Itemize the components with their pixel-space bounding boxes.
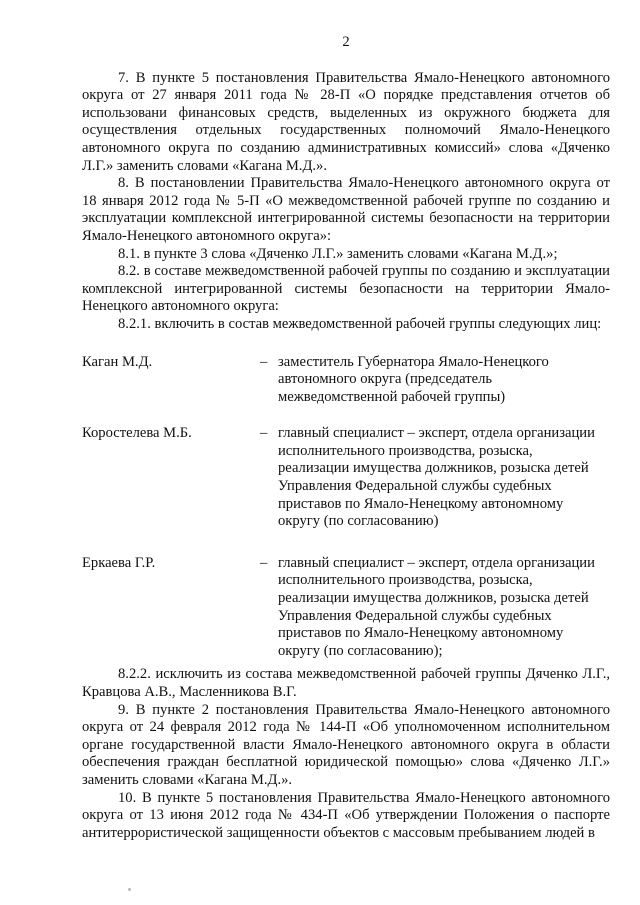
- person-entry: [82, 425, 610, 531]
- person-entry: [82, 555, 610, 661]
- paragraph-8: 8. В постановлении Правительства Ямало-Ненецкого автономного округа от 18 января 2012 года № 5-П «О межведомственной рабочей группе по созданию и эксплуатации комплексной интегрированной системы безопасности на территории Ямало-Ненецкого автономного округа»:: [82, 175, 610, 244]
- paragraph-9: 9. В пункте 2 постановления Правительства Ямало-Ненецкого автономного округа от 24 февраля 2012 года № 144-П «Об уполномоченном исполнительном органе государственной власти Ямало-Ненецкого автономного округа в области обеспечения граждан бесплатной юридической помощью» слова «Дяченко Л.Г.» заменить словами «Кагана М.Д.».: [82, 701, 610, 788]
- scan-dot: [128, 888, 131, 891]
- person-name: Еркаева Г.Р.: [82, 554, 156, 571]
- paragraph-8-2-2: 8.2.2. исключить из состава межведомственной рабочей группы Дяченко Л.Г., Кравцова А.В., Масленникова В.Г.: [82, 666, 610, 700]
- dash: –: [260, 353, 268, 370]
- paragraph-8-2-1: 8.2.1. включить в состав межведомственной рабочей группы следующих лиц:: [118, 315, 602, 332]
- dash: –: [260, 554, 268, 571]
- person-position: главный специалист – эксперт, отдела организации исполнительного производства, розыска, реализации имущества должников, розыска детей Управления Федеральной службы судебных приставов по Ямало-Ненецкому автономному округу (по согласованию): [278, 425, 595, 530]
- paragraph-8-2: 8.2. в составе межведомственной рабочей группы по созданию и эксплуатации комплексной интегрированной системы безопасности на территории Ямало-Ненецкого автономного округа:: [82, 263, 610, 315]
- dash: –: [260, 425, 268, 442]
- paragraph-8-1: 8.1. в пункте 3 слова «Дяченко Л.Г.» заменить словами «Кагана М.Д.»;: [118, 245, 558, 262]
- paragraph-10: 10. В пункте 5 постановления Правительства Ямало-Ненецкого автономного округа от 13 июня 2012 года № 434-П «Об утверждении Положения о паспорте антитеррористической защищенности объектов с массовым пребыванием людей в: [82, 789, 610, 841]
- person-position: главный специалист – эксперт, отдела организации исполнительного производства, розыска, реализации имущества должников, розыска детей Управления Федеральной службы судебных приставов по Ямало-Ненецкому автономному округу (по согласованию);: [278, 554, 595, 659]
- person-entry: [82, 354, 610, 407]
- persons-list: [82, 354, 610, 661]
- person-position: заместитель Губернатора Ямало-Ненецкого автономного округа (председатель межведомственной рабочей группы): [278, 353, 549, 405]
- person-name: Коростелева М.Б.: [82, 425, 192, 442]
- person-name: Каган М.Д.: [82, 353, 153, 370]
- page-number: 2: [342, 34, 350, 50]
- paragraph-7: 7. В пункте 5 постановления Правительства Ямало-Ненецкого автономного округа от 27 января 2011 года № 28-П «О порядке представления отчетов об использовани финансовых средств, выделенных из окружного бюджета для осуществления отдельных государственных полномочий Ямало-Ненецкого автономного округа по созданию административных комиссий» слова «Дяченко Л.Г.» заменить словами «Кагана М.Д.».: [82, 69, 610, 174]
